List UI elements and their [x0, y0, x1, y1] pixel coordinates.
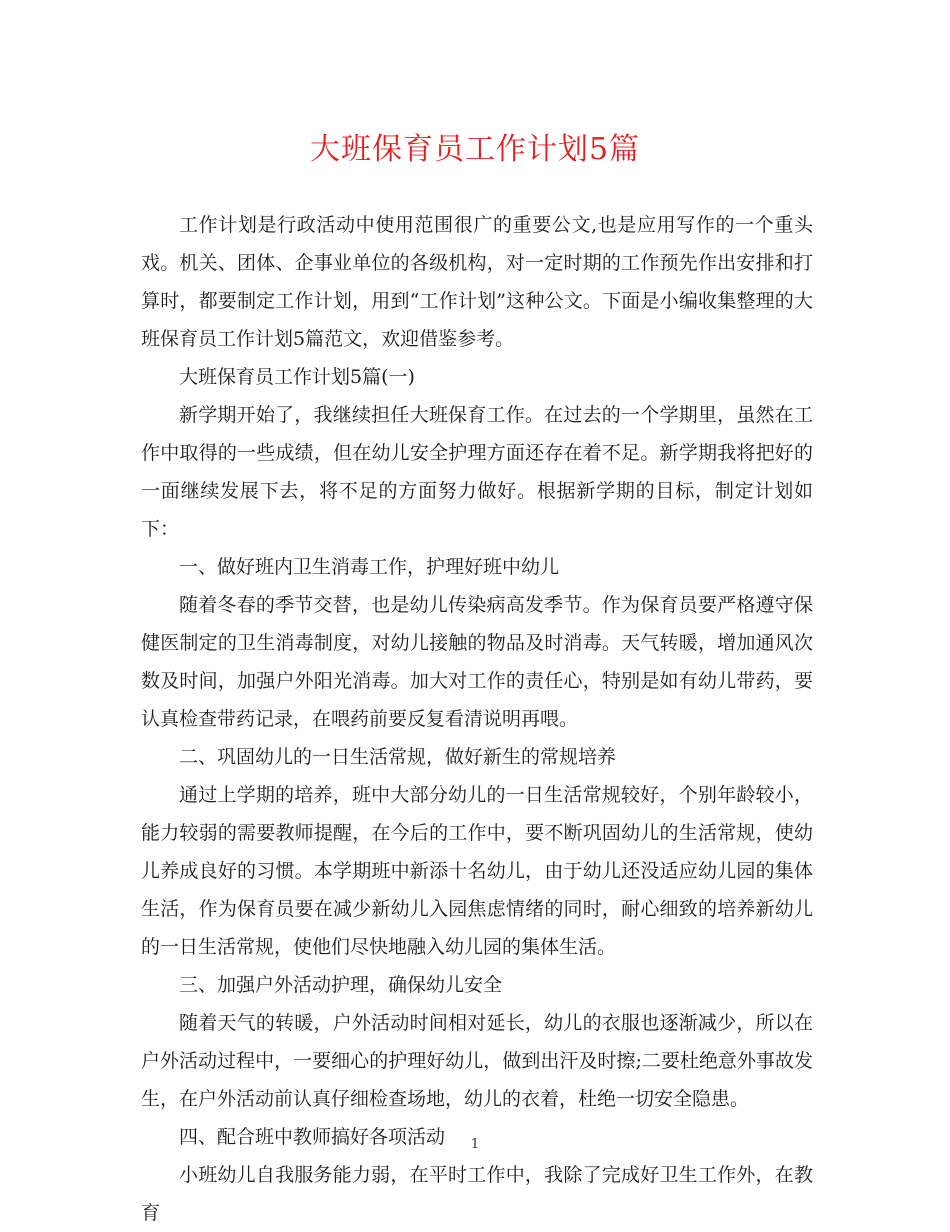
section-heading: 大班保育员工作计划5篇(一): [179, 366, 415, 388]
body-paragraph: 新学期开始了，我继续担任大班保育工作。在过去的一个学期里，虽然在工作中取得的一些成绩，但在幼儿安全护理方面还存在着不足。新学期我将把好的一面继续发展下去，将不足的方面努力做好。根据新学期的目标，制定计划如下：: [141, 404, 813, 540]
document-body: [141, 206, 813, 1232]
section-heading: 四、配合班中教师搞好各项活动: [179, 1126, 446, 1148]
section-heading: 三、加强户外活动护理，确保幼儿安全: [179, 974, 503, 996]
body-paragraph: 随着天气的转暖，户外活动时间相对延长，幼儿的衣服也逐渐减少，所以在户外活动过程中，一要细心的护理好幼儿，做到出汗及时擦;二要杜绝意外事故发生，在户外活动前认真仔细检查场地，幼儿的衣着，杜绝一切安全隐患。: [141, 1012, 813, 1110]
section-heading: 二、巩固幼儿的一日生活常规，做好新生的常规培养: [179, 746, 617, 768]
document-title: 大班保育员工作计划5篇: [309, 132, 641, 167]
page-number: 1: [470, 1137, 480, 1152]
body-paragraph: 随着冬春的季节交替，也是幼儿传染病高发季节。作为保育员要严格遵守保健医制定的卫生消毒制度，对幼儿接触的物品及时消毒。天气转暖，增加通风次数及时间，加强户外阳光消毒。加大对工作的责任心，特别是如有幼儿带药，要认真检查带药记录，在喂药前要反复看清说明再喂。: [141, 594, 813, 730]
body-paragraph: 小班幼儿自我服务能力弱，在平时工作中，我除了完成好卫生工作外，在教育: [141, 1164, 813, 1224]
body-paragraph: 通过上学期的培养，班中大部分幼儿的一日生活常规较好，个别年龄较小，能力较弱的需要教师提醒，在今后的工作中，要不断巩固幼儿的生活常规，使幼儿养成良好的习惯。本学期班中新添十名幼儿，由于幼儿还没适应幼儿园的集体生活，作为保育员要在减少新幼儿入园焦虑情绪的同时，耐心细致的培养新幼儿的一日生活常规，使他们尽快地融入幼儿园的集体生活。: [141, 784, 813, 958]
intro-paragraph: 工作计划是行政活动中使用范围很广的重要公文,也是应用写作的一个重头戏。机关、团体、企事业单位的各级机构，对一定时期的工作预先作出安排和打算时，都要制定工作计划，用到“工作计划”这种公文。下面是小编收集整理的大班保育员工作计划5篇范文，欢迎借鉴参考。: [141, 214, 813, 350]
section-heading: 一、做好班内卫生消毒工作，护理好班中幼儿: [179, 556, 560, 578]
